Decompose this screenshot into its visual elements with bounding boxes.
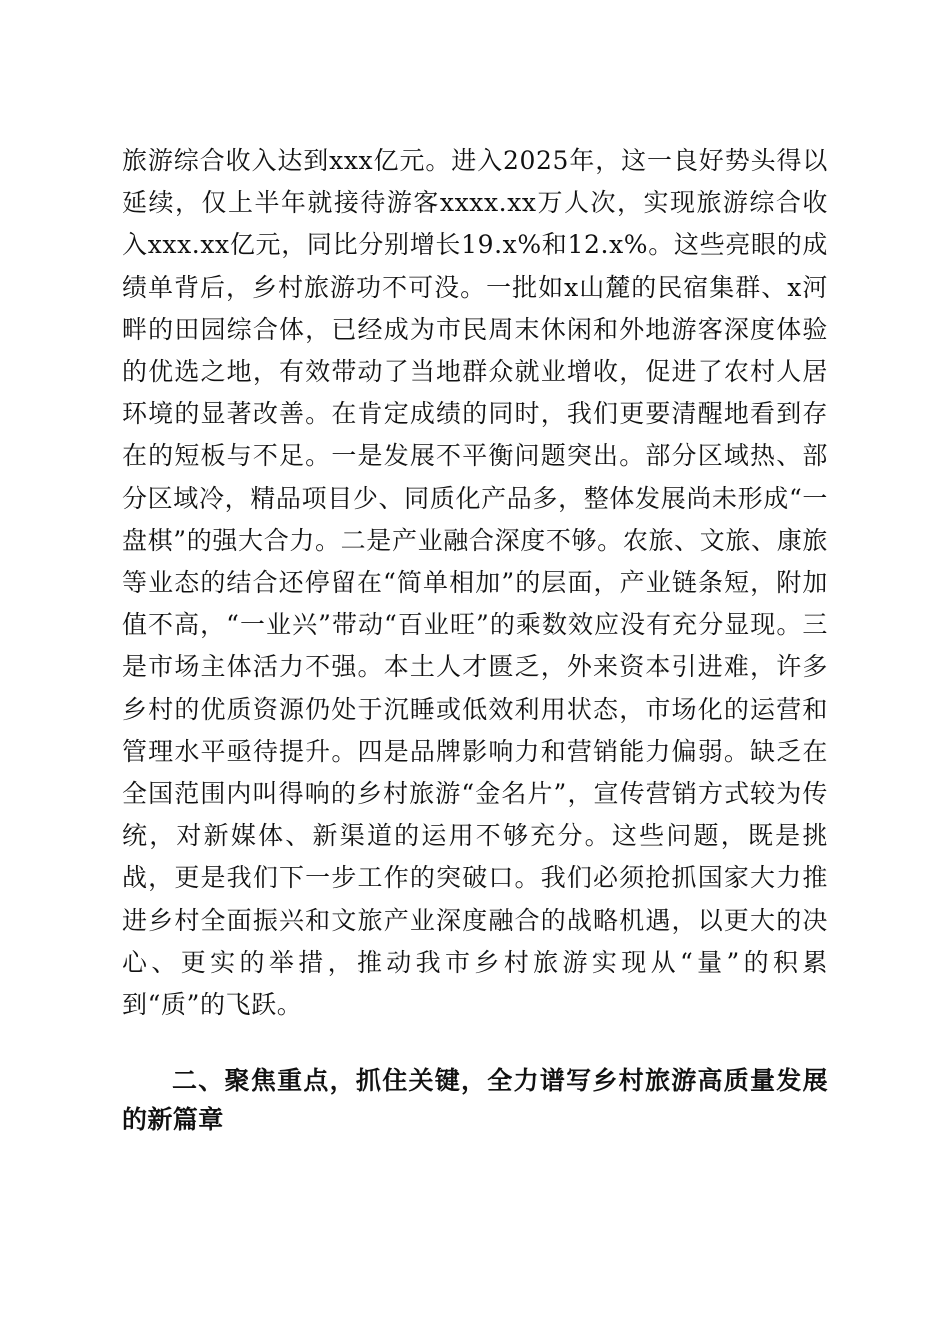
body-text-block	[122, 140, 828, 1026]
body-paragraph: 旅游综合收入达到xxx亿元。进入2025年，这一良好势头得以延续，仅上半年就接待游客xxxx.xx万人次，实现旅游综合收入xxx.xx亿元，同比分别增长19.x%和12.x%。这些亮眼的成绩单背后，乡村旅游功不可没。一批如x山麓的民宿集群、x河畔的田园综合体，已经成为市民周末休闲和外地游客深度体验的优选之地，有效带动了当地群众就业增收，促进了农村人居环境的显著改善。在肯定成绩的同时，我们更要清醒地看到存在的短板与不足。一是发展不平衡问题突出。部分区域热、部分区域冷，精品项目少、同质化产品多，整体发展尚未形成“一盘棋”的强大合力。二是产业融合深度不够。农旅、文旅、康旅等业态的结合还停留在“简单相加”的层面，产业链条短，附加值不高，“一业兴”带动“百业旺”的乘数效应没有充分显现。三是市场主体活力不强。本土人才匮乏，外来资本引进难，许多乡村的优质资源仍处于沉睡或低效利用状态，市场化的运营和管理水平亟待提升。四是品牌影响力和营销能力偏弱。缺乏在全国范围内叫得响的乡村旅游“金名片”，宣传营销方式较为传统，对新媒体、新渠道的运用不够充分。这些问题，既是挑战，更是我们下一步工作的突破口。我们必须抢抓国家大力推进乡村全面振兴和文旅产业深度融合的战略机遇，以更大的决心、更实的举措，推动我市乡村旅游实现从“量”的积累到“质”的飞跃。	[122, 146, 828, 1020]
section-heading: 二、聚焦重点，抓住关键，全力谱写乡村旅游高质量发展的新篇章	[122, 1066, 828, 1134]
